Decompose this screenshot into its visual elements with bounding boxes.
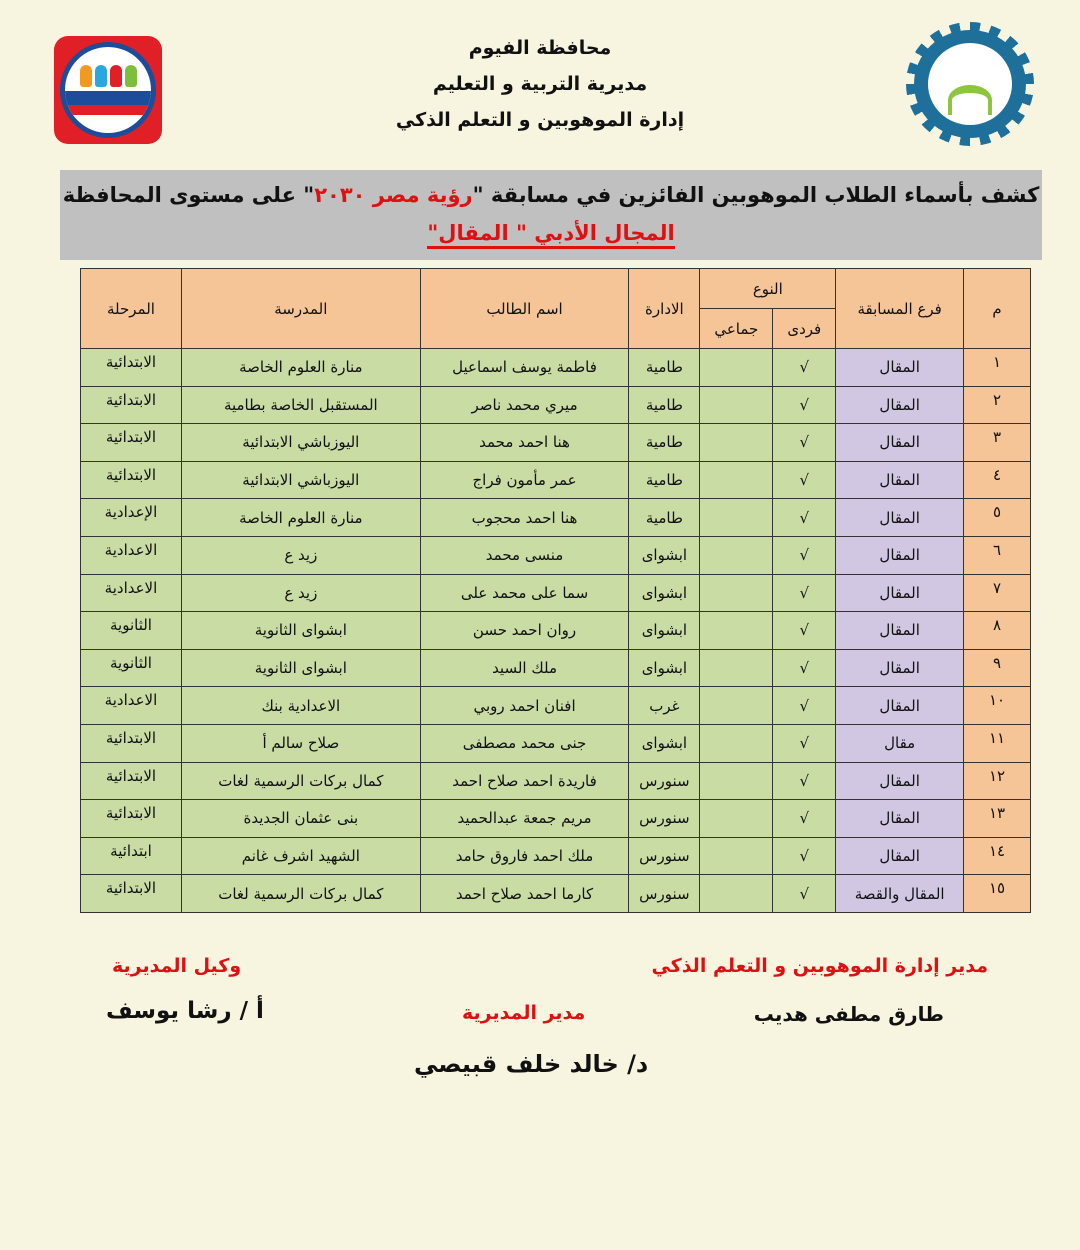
row-group bbox=[700, 612, 773, 650]
row-stage: الابتدائية bbox=[81, 424, 182, 462]
row-group bbox=[700, 687, 773, 725]
row-school: منارة العلوم الخاصة bbox=[181, 499, 420, 537]
row-student: كارما احمد صلاح احمد bbox=[420, 875, 629, 913]
row-stage: الاعدادية bbox=[81, 574, 182, 612]
row-student: مريم جمعة عبدالحميد bbox=[420, 800, 629, 838]
header-admin: الادارة bbox=[629, 269, 700, 349]
department-name: إدارة الموهوبين و التعلم الذكي bbox=[395, 109, 685, 131]
row-admin: ابشواى bbox=[629, 649, 700, 687]
row-branch: المقال bbox=[836, 612, 964, 650]
row-branch: المقال bbox=[836, 349, 964, 387]
row-student: روان احمد حسن bbox=[420, 612, 629, 650]
row-student: سما على محمد على bbox=[420, 574, 629, 612]
row-stage: الابتدائية bbox=[81, 724, 182, 762]
deputy-title: وكيل المديرية bbox=[112, 955, 242, 977]
row-group bbox=[700, 461, 773, 499]
row-school: اليوزباشي الابتدائية bbox=[181, 424, 420, 462]
row-stage: الابتدائية bbox=[81, 875, 182, 913]
header-group: جماعي bbox=[700, 309, 773, 349]
row-index: ١ bbox=[964, 349, 1031, 387]
row-index: ١٤ bbox=[964, 837, 1031, 875]
row-student: ملك السيد bbox=[420, 649, 629, 687]
row-branch: المقال bbox=[836, 800, 964, 838]
row-individual: √ bbox=[773, 762, 836, 800]
table-row bbox=[81, 424, 1031, 462]
governorate-name: محافظة الفيوم bbox=[468, 37, 612, 59]
row-stage: الاعدادية bbox=[81, 536, 182, 574]
row-branch: المقال bbox=[836, 499, 964, 537]
document-subtitle: المجال الأدبي " المقال" bbox=[427, 220, 674, 249]
row-school: كمال بركات الرسمية لغات bbox=[181, 875, 420, 913]
row-group bbox=[700, 875, 773, 913]
row-index: ١٢ bbox=[964, 762, 1031, 800]
table-row bbox=[81, 875, 1031, 913]
document-header bbox=[0, 30, 1080, 138]
row-branch: المقال bbox=[836, 687, 964, 725]
row-individual: √ bbox=[773, 424, 836, 462]
row-individual: √ bbox=[773, 724, 836, 762]
row-stage: الاعدادية bbox=[81, 687, 182, 725]
row-student: ملك احمد فاروق حامد bbox=[420, 837, 629, 875]
row-individual: √ bbox=[773, 536, 836, 574]
row-group bbox=[700, 800, 773, 838]
row-individual: √ bbox=[773, 649, 836, 687]
row-stage: الابتدائية bbox=[81, 386, 182, 424]
row-group bbox=[700, 386, 773, 424]
header-individual: فردى bbox=[773, 309, 836, 349]
row-student: هنا احمد محجوب bbox=[420, 499, 629, 537]
row-stage: الابتدائية bbox=[81, 461, 182, 499]
row-admin: سنورس bbox=[629, 800, 700, 838]
table-row bbox=[81, 574, 1031, 612]
title-prefix: كشف بأسماء الطلاب الموهوبين الفائزين في مسابقة " bbox=[472, 183, 1040, 207]
row-school: كمال بركات الرسمية لغات bbox=[181, 762, 420, 800]
row-stage: الابتدائية bbox=[81, 349, 182, 387]
table-row bbox=[81, 536, 1031, 574]
row-individual: √ bbox=[773, 499, 836, 537]
row-individual: √ bbox=[773, 875, 836, 913]
row-admin: طامية bbox=[629, 386, 700, 424]
row-school: المستقبل الخاصة بطامية bbox=[181, 386, 420, 424]
row-index: ١٠ bbox=[964, 687, 1031, 725]
table-row bbox=[81, 687, 1031, 725]
row-admin: ابشواى bbox=[629, 724, 700, 762]
table-row bbox=[81, 837, 1031, 875]
row-admin: سنورس bbox=[629, 875, 700, 913]
row-individual: √ bbox=[773, 687, 836, 725]
row-group bbox=[700, 762, 773, 800]
row-stage: الابتدائية bbox=[81, 800, 182, 838]
row-branch: المقال bbox=[836, 536, 964, 574]
row-index: ٨ bbox=[964, 612, 1031, 650]
row-school: الشهيد اشرف غانم bbox=[181, 837, 420, 875]
row-individual: √ bbox=[773, 612, 836, 650]
row-admin: ابشواى bbox=[629, 536, 700, 574]
directorate-name: مديرية التربية و التعليم bbox=[432, 73, 648, 95]
row-branch: المقال bbox=[836, 424, 964, 462]
row-group bbox=[700, 649, 773, 687]
director-title: مدير المديرية bbox=[462, 1002, 586, 1024]
row-student: منسى محمد bbox=[420, 536, 629, 574]
row-index: ٥ bbox=[964, 499, 1031, 537]
talent-manager-title: مدير إدارة الموهوبين و التعلم الذكي bbox=[651, 955, 988, 977]
row-school: صلاح سالم أ bbox=[181, 724, 420, 762]
title-suffix: " على مستوى المحافظة bbox=[62, 183, 315, 207]
director-name: د/ خالد خلف قبيصي bbox=[414, 1050, 649, 1078]
row-admin: غرب bbox=[629, 687, 700, 725]
row-school: بنى عثمان الجديدة bbox=[181, 800, 420, 838]
row-individual: √ bbox=[773, 461, 836, 499]
deputy-name: أ / رشا يوسف bbox=[106, 998, 264, 1024]
row-stage: ابتدائية bbox=[81, 837, 182, 875]
row-school: زيد ع bbox=[181, 574, 420, 612]
row-group bbox=[700, 424, 773, 462]
row-stage: الابتدائية bbox=[81, 762, 182, 800]
table-row bbox=[81, 499, 1031, 537]
row-group bbox=[700, 837, 773, 875]
row-school: منارة العلوم الخاصة bbox=[181, 349, 420, 387]
row-admin: طامية bbox=[629, 461, 700, 499]
header-type: النوع bbox=[700, 269, 836, 309]
row-stage: الثانوية bbox=[81, 649, 182, 687]
title-highlight: رؤية مصر ٢٠٣٠ bbox=[314, 183, 473, 207]
row-index: ١٣ bbox=[964, 800, 1031, 838]
row-index: ٤ bbox=[964, 461, 1031, 499]
table-row bbox=[81, 612, 1031, 650]
row-student: جنى محمد مصطفى bbox=[420, 724, 629, 762]
row-branch: المقال bbox=[836, 762, 964, 800]
row-admin: سنورس bbox=[629, 837, 700, 875]
row-individual: √ bbox=[773, 574, 836, 612]
row-student: افنان احمد روبي bbox=[420, 687, 629, 725]
row-student: فاطمة يوسف اسماعيل bbox=[420, 349, 629, 387]
header-index: م bbox=[964, 269, 1031, 349]
row-group bbox=[700, 724, 773, 762]
row-group bbox=[700, 499, 773, 537]
row-school: ابشواى الثانوية bbox=[181, 612, 420, 650]
row-index: ٣ bbox=[964, 424, 1031, 462]
row-group bbox=[700, 349, 773, 387]
winners-table bbox=[80, 268, 1031, 913]
title-box bbox=[60, 170, 1042, 260]
row-stage: الثانوية bbox=[81, 612, 182, 650]
row-school: الاعدادية بنك bbox=[181, 687, 420, 725]
row-admin: ابشواى bbox=[629, 612, 700, 650]
row-school: زيد ع bbox=[181, 536, 420, 574]
row-branch: المقال bbox=[836, 461, 964, 499]
row-index: ٧ bbox=[964, 574, 1031, 612]
header-school: المدرسة bbox=[181, 269, 420, 349]
row-stage: الإعدادية bbox=[81, 499, 182, 537]
talent-manager-name: طارق مطفى هديب bbox=[753, 1002, 944, 1026]
header-stage: المرحلة bbox=[81, 269, 182, 349]
row-group bbox=[700, 536, 773, 574]
row-student: فاريدة احمد صلاح احمد bbox=[420, 762, 629, 800]
table-row bbox=[81, 762, 1031, 800]
row-school: ابشواى الثانوية bbox=[181, 649, 420, 687]
row-branch: المقال والقصة bbox=[836, 875, 964, 913]
row-branch: مقال bbox=[836, 724, 964, 762]
row-branch: المقال bbox=[836, 837, 964, 875]
table-row bbox=[81, 649, 1031, 687]
row-branch: المقال bbox=[836, 386, 964, 424]
row-admin: طامية bbox=[629, 424, 700, 462]
row-individual: √ bbox=[773, 837, 836, 875]
row-admin: طامية bbox=[629, 499, 700, 537]
table-row bbox=[81, 800, 1031, 838]
table-row bbox=[81, 724, 1031, 762]
row-branch: المقال bbox=[836, 574, 964, 612]
row-school: اليوزباشي الابتدائية bbox=[181, 461, 420, 499]
row-index: ٦ bbox=[964, 536, 1031, 574]
row-index: ٩ bbox=[964, 649, 1031, 687]
table-row bbox=[81, 386, 1031, 424]
row-index: ١٥ bbox=[964, 875, 1031, 913]
row-index: ١١ bbox=[964, 724, 1031, 762]
document-title bbox=[60, 170, 1042, 210]
row-index: ٢ bbox=[964, 386, 1031, 424]
row-student: عمر مأمون فراج bbox=[420, 461, 629, 499]
table-row bbox=[81, 349, 1031, 387]
row-group bbox=[700, 574, 773, 612]
header-student: اسم الطالب bbox=[420, 269, 629, 349]
row-individual: √ bbox=[773, 800, 836, 838]
row-individual: √ bbox=[773, 349, 836, 387]
row-individual: √ bbox=[773, 386, 836, 424]
row-admin: سنورس bbox=[629, 762, 700, 800]
table-row bbox=[81, 461, 1031, 499]
row-admin: ابشواى bbox=[629, 574, 700, 612]
row-branch: المقال bbox=[836, 649, 964, 687]
row-student: ميري محمد ناصر bbox=[420, 386, 629, 424]
row-admin: طامية bbox=[629, 349, 700, 387]
row-student: هنا احمد محمد bbox=[420, 424, 629, 462]
header-branch: فرع المسابقة bbox=[836, 269, 964, 349]
